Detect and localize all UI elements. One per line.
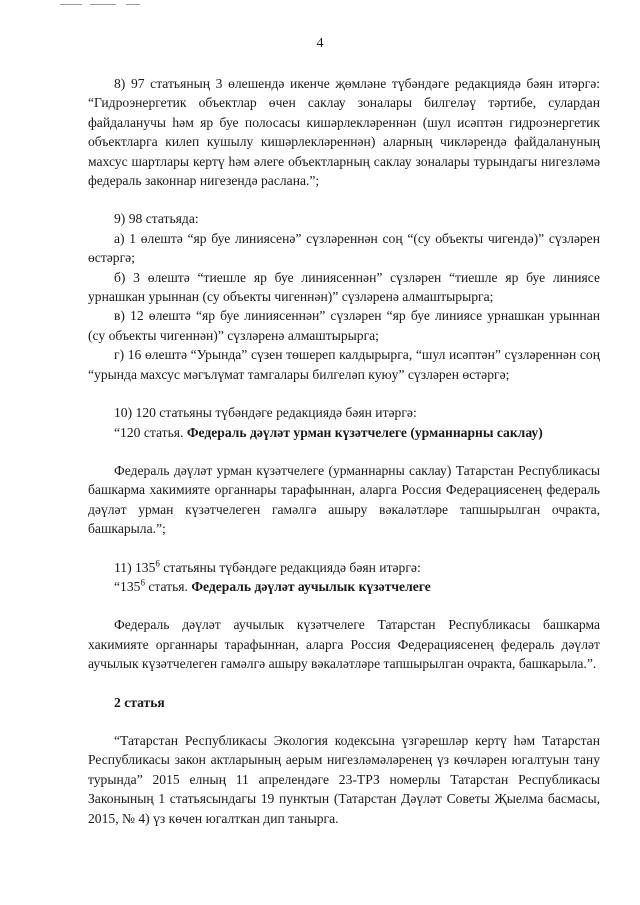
scan-marks (60, 4, 140, 6)
item-10-intro: 10) 120 статьяны түбәндәге редакциядә бәян итәргә: (114, 405, 417, 421)
item-10-title-bold: Федераль дәүләт урман күзәтчелеге (урманнарны саклау) (186, 424, 543, 440)
item-11-text: Федераль дәүләт аучылык күзәтчелеге Татарстан Республикасы башкарма хакимияте органнары тарафыннан, аларга Россия Федерациясенең федераль дәүләт аучылык күзәтчелеген гамәлгә ашыру вәкаләтләре тапшырылган очракта, башкарыла.”. (88, 617, 600, 672)
item-8: 8) 97 статьяның 3 өлешендә икенче җөмләне түбәндәге редакциядә бәян итәргә: “Гидроэнергетик объектлар өчен саклау зоналары билгеләү тәртибе, сулардан файдаланучы һәм яр буе полосасы кишәрлекләреннән (шул исәптән гидроэнергетик объектларга килеп кушылу кишәрлекләреннән) аларның чикләрендә файдалануның махсус шартлары кертү һәм әлеге объектларның саклау зоналары турындагы нигезләмә федераль законнар нигезендә раслана.”; (88, 76, 600, 189)
item-11-title (88, 577, 600, 596)
item-9-intro: 9) 98 статьяда: (114, 211, 199, 227)
item-9-b: б) 3 өлештә “тиешле яр буе линиясеннән” сүзләрен “тиешле яр буе линиясе урнашкан урыннан (су объекты чигеннән)” сүзләренә алмаштырырга; (88, 269, 600, 305)
item-9-a: а) 1 өлештә “яр буе линиясенә” сүзләреннән соң “(су объекты чигендә)” сүзләрен өстәргә; (88, 230, 600, 266)
item-11-sup: 6 (155, 558, 160, 568)
item-10-text: Федераль дәүләт урман күзәтчелеге (урманнарны саклау) Татарстан Республикасы башкарма хакимияте органнары тарафыннан, аларга Россия Федерациясенең федераль дәүләт урман күзәтчелеген гамәлгә ашыру вәкаләтләре тапшырылган очракта, башкарыла.”; (88, 462, 600, 537)
item-11-num: 11) 135 (114, 559, 156, 575)
item-11-title-bold: Федераль дәүләт аучылык күзәтчелеге (191, 578, 431, 594)
article-2-heading-text: 2 статья (114, 694, 165, 710)
item-9-v: в) 12 өлештә “яр буе линиясеннән” сүзләрен “яр буе линиясе урнашкан урыннан (су объекты чигеннән)” сүзләренә алмаштырырга; (88, 308, 600, 343)
item-11-title-prefix: “135 (114, 578, 141, 594)
item-11-title-sup: 6 (140, 577, 145, 588)
item-11-rest: статьяны түбәндәге редакциядә бәян итәргә: (159, 559, 421, 575)
item-10-title (88, 423, 600, 442)
item-9-g: г) 16 өлештә “Урында” сүзен төшереп калдырырга, “шул исәптән” сүзләреннән соң “урында махсус мәгълүмат тамгалары билгеләп куюу” сүзләрен өстәргә; (88, 347, 600, 382)
article-2-text: “Татарстан Республикасы Экология кодексына үзгәрешләр кертү һәм Татарстан Республикасы закон актларының аерым нигезләмәләренең үз көчләрен югалтуын тану турында” 2015 елның 11 апрелендәге 23-ТРЗ номерлы Татарстан Республикасы Законының 1 статьясындагы 19 пунктын (Татарстан Дәүләт Советы Җыелма басмасы, 2015, № 4) үз көчен югалткан дип танырга. (88, 732, 600, 826)
page-number: 4 (316, 36, 324, 51)
item-10-title-prefix: “120 статья. (114, 424, 184, 440)
document-body (88, 74, 600, 828)
item-11-title-mid: статья. (144, 578, 188, 594)
article-2-heading (88, 693, 600, 712)
item-11-intro (88, 558, 600, 577)
